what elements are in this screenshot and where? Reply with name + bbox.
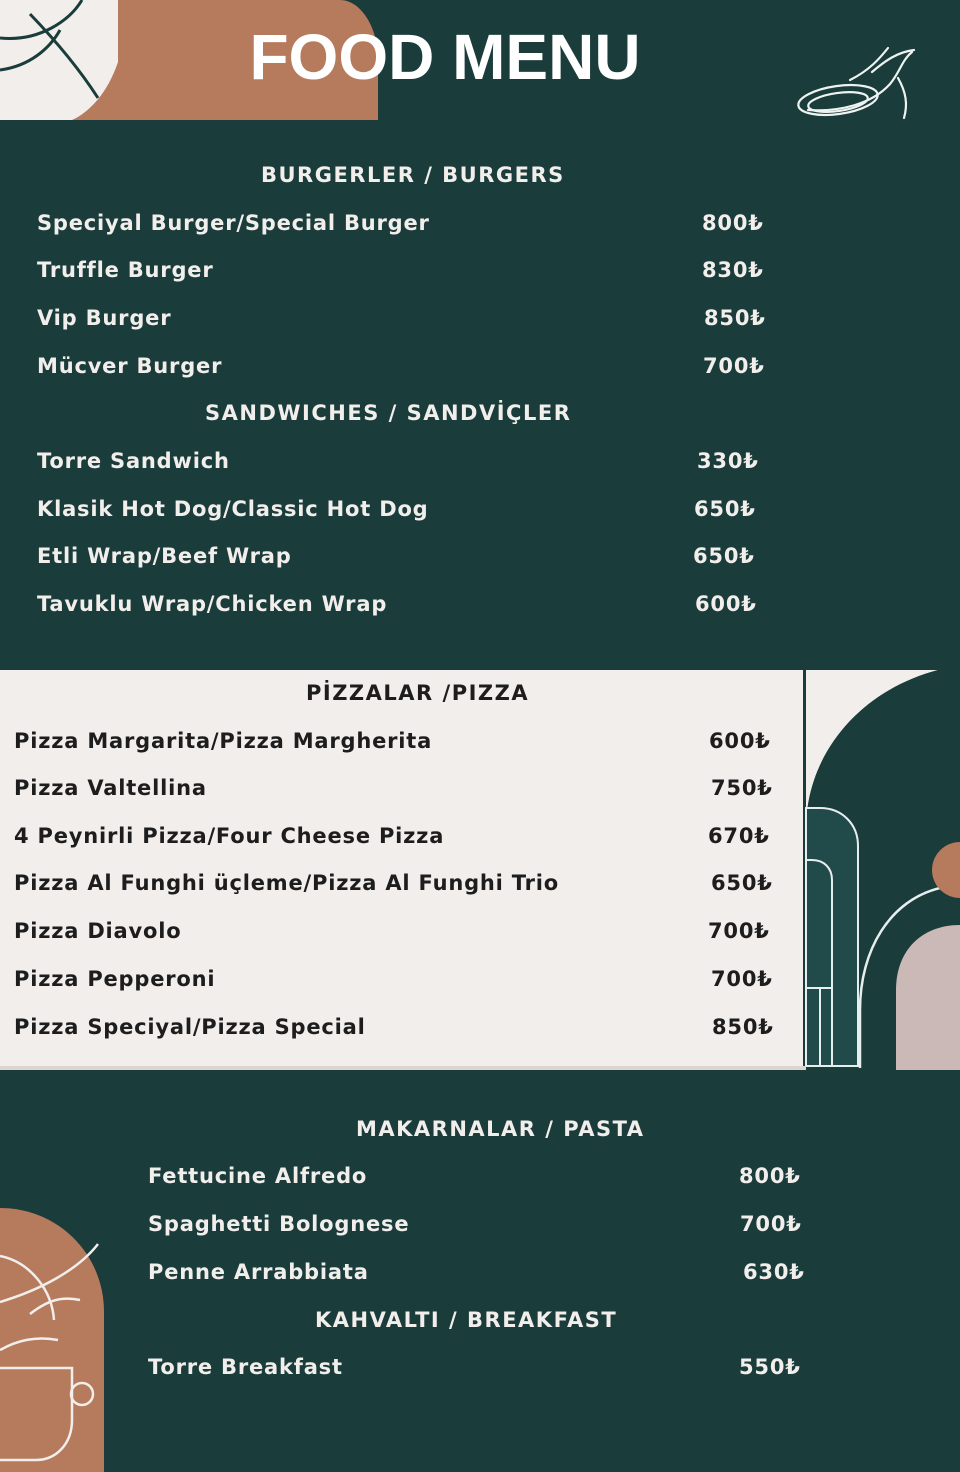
menu-item-name: Torre Sandwich bbox=[37, 449, 230, 473]
menu-item-name: Speciyal Burger/Special Burger bbox=[37, 211, 430, 235]
menu-item-name: Pizza Margarita/Pizza Margherita bbox=[14, 729, 433, 753]
menu-item-price: 830₺ bbox=[702, 258, 764, 282]
section-heading-breakfast: KAHVALTI / BREAKFAST bbox=[315, 1308, 618, 1332]
menu-item-price: 700₺ bbox=[711, 967, 773, 991]
menu-item-price: 750₺ bbox=[711, 776, 773, 800]
arch-decoration bbox=[806, 670, 960, 1070]
menu-item-price: 850₺ bbox=[704, 306, 766, 330]
menu-item-name: Pizza Valtellina bbox=[14, 776, 207, 800]
divider bbox=[0, 1066, 806, 1070]
menu-item-name: Vip Burger bbox=[37, 306, 172, 330]
menu-item-name: Pizza Diavolo bbox=[14, 919, 182, 943]
menu-item-price: 850₺ bbox=[712, 1015, 774, 1039]
menu-item-name: Mücver Burger bbox=[37, 354, 223, 378]
menu-item-name: Pizza Speciyal/Pizza Special bbox=[14, 1015, 366, 1039]
menu-item-price: 700₺ bbox=[708, 919, 770, 943]
menu-item-name: Torre Breakfast bbox=[148, 1355, 343, 1379]
menu-item-price: 330₺ bbox=[697, 449, 759, 473]
menu-item-name: Pizza Al Funghi üçleme/Pizza Al Funghi Trio bbox=[14, 871, 559, 895]
menu-item-price: 600₺ bbox=[709, 729, 771, 753]
section-heading-pasta: MAKARNALAR / PASTA bbox=[356, 1117, 645, 1141]
menu-item-name: Spaghetti Bolognese bbox=[148, 1212, 410, 1236]
section-heading-pizza: PİZZALAR /PIZZA bbox=[306, 681, 530, 705]
menu-item-price: 650₺ bbox=[693, 544, 755, 568]
menu-item-name: Fettucine Alfredo bbox=[148, 1164, 368, 1188]
menu-item-price: 700₺ bbox=[740, 1212, 802, 1236]
section-heading-burgers: BURGERLER / BURGERS bbox=[261, 163, 565, 187]
menu-item-price: 650₺ bbox=[694, 497, 756, 521]
menu-item-name: Tavuklu Wrap/Chicken Wrap bbox=[37, 592, 388, 616]
section-heading-sandwiches: SANDWICHES / SANDVİÇLER bbox=[205, 401, 572, 425]
menu-item-name: Klasik Hot Dog/Classic Hot Dog bbox=[37, 497, 429, 521]
menu-item-price: 700₺ bbox=[703, 354, 765, 378]
menu-item-price: 630₺ bbox=[743, 1260, 805, 1284]
menu-item-price: 600₺ bbox=[695, 592, 757, 616]
menu-item-price: 800₺ bbox=[702, 211, 764, 235]
menu-item-price: 550₺ bbox=[739, 1355, 801, 1379]
coffee-cup-arch-decoration bbox=[0, 1208, 104, 1472]
menu-item-price: 650₺ bbox=[711, 871, 773, 895]
page-title: FOOD MENU bbox=[249, 21, 641, 93]
menu-item-name: 4 Peynirli Pizza/Four Cheese Pizza bbox=[14, 824, 445, 848]
menu-item-name: Penne Arrabbiata bbox=[148, 1260, 369, 1284]
menu-item-price: 670₺ bbox=[708, 824, 770, 848]
menu-item-price: 800₺ bbox=[739, 1164, 801, 1188]
menu-item-name: Truffle Burger bbox=[37, 258, 214, 282]
menu-item-name: Etli Wrap/Beef Wrap bbox=[37, 544, 292, 568]
menu-item-name: Pizza Pepperoni bbox=[14, 967, 216, 991]
